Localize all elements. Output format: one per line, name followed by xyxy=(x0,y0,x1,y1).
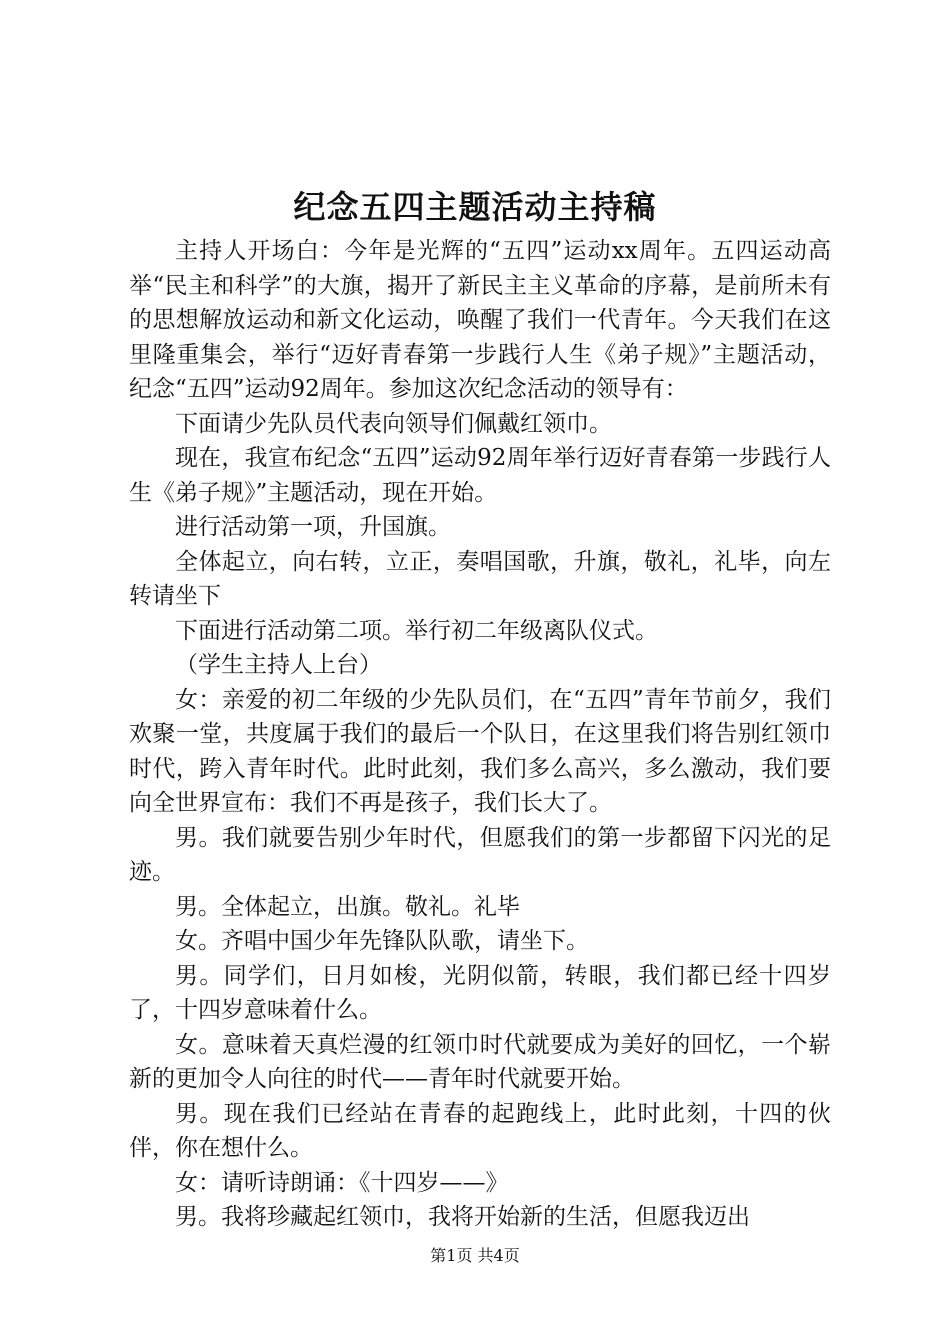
paragraph: 女。意味着天真烂漫的红领巾时代就要成为美好的回忆，一个崭新的更加令人向往的时代——青年时代就要开始。 xyxy=(129,1031,831,1092)
paragraph: 女：请听诗朗诵：《十四岁——》 xyxy=(175,1169,509,1196)
paragraph: 现在，我宣布纪念“五四”运动92周年举行迈好青春第一步践行人生《弟子规》”主题活动，现在开始。 xyxy=(129,445,831,506)
paragraph: （学生主持人上台） xyxy=(175,652,382,678)
paragraph-opening: 主持人开场白：今年是光辉的“五四”运动xx周年。五四运动高举“民主和科学”的大旗，揭开了新民主主义革命的序幕，是前所未有的思想解放运动和新文化运动，唤醒了我们一代青年。今天我们在这里隆重集会，举行“迈好青春第一步践行人生《弟子规》”主题活动，纪念“五四”运动92周年。参加这次纪念活动的领导有： xyxy=(129,238,831,402)
paragraph: 男。现在我们已经站在青春的起跑线上，此时此刻，十四的伙伴，你在想什么。 xyxy=(129,1100,831,1161)
paragraph: 男。我们就要告别少年时代，但愿我们的第一步都留下闪光的足迹。 xyxy=(129,824,831,885)
document-body xyxy=(129,234,831,1235)
paragraph: 男。同学们，日月如梭，光阴似箭，转眼，我们都已经十四岁了，十四岁意味着什么。 xyxy=(129,962,831,1023)
paragraph: 男。我将珍藏起红领巾，我将开始新的生活，但愿我迈出 xyxy=(175,1204,750,1230)
page-title: 纪念五四主题活动主持稿 xyxy=(293,188,657,226)
paragraph: 进行活动第一项，升国旗。 xyxy=(175,514,451,540)
paragraph: 下面进行活动第二项。举行初二年级离队仪式。 xyxy=(175,617,658,644)
paragraph: 全体起立，向右转，立正，奏唱国歌，升旗，敬礼，礼毕，向左转请坐下 xyxy=(129,548,831,609)
paragraph: 下面请少先队员代表向领导们佩戴红领巾。 xyxy=(175,410,612,437)
paragraph: 男。全体起立，出旗。敬礼。礼毕 xyxy=(175,893,520,920)
paragraph: 女：亲爱的初二年级的少先队员们，在“五四”青年节前夕，我们欢聚一堂，共度属于我们的最后一个队日，在这里我们将告别红领巾时代，跨入青年时代。此时此刻，我们多么高兴，多么激动，我们要向全世界宣布：我们不再是孩子，我们长大了。 xyxy=(129,686,831,816)
paragraph: 女。齐唱中国少年先锋队队歌，请坐下。 xyxy=(175,928,589,954)
page-number-footer: 第1页 共4页 xyxy=(430,1246,520,1265)
